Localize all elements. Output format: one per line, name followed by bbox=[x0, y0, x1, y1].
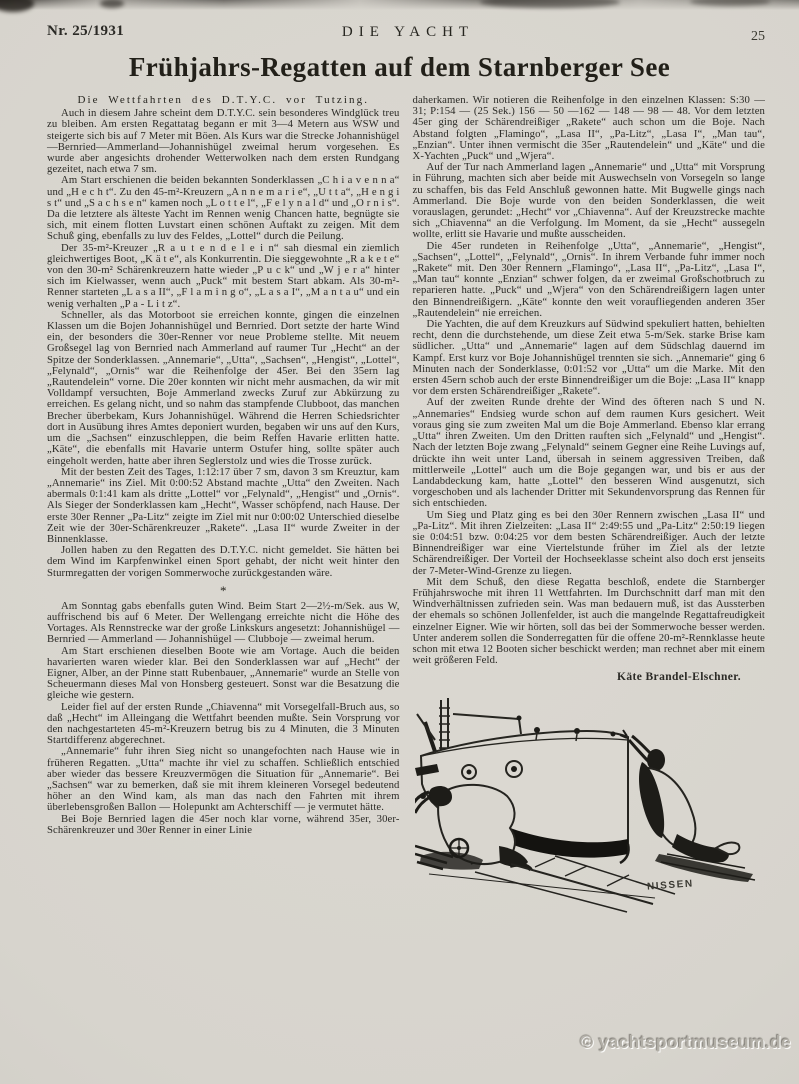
article-paragraph: Die 45er rundeten in Reihenfolge „Utta“, „Annemarie“, „Hengist“, „Sachsen“, „Lottel“, „Felynald“, „Ornis“. In ihrem Verbande fuhr immer noch „Rakete“ mit. Den 30er Rennern „Flamingo“, „Lasa II“, „Pa-Litz“, „Lasa I“, „Man tau“ konnte „Enzian“ schwer folgen, da er zweimal Großschotbruch zu reparieren hatte. „Puck“ und „Wjera“ von den Schärendreißigern lagen unter den Binnendreißigern. „Käte“ konnte den weit voraufliegenden anderen 35er „Rautendelein“ nie erreichen. bbox=[412, 239, 765, 319]
article-paragraph: Um Sieg und Platz ging es bei den 30er Rennern zwischen „Lasa II“ und „Pa-Litz“. Mit ihren Zielzeiten: „Lasa II“ 2:49:55 und „Pa-Litz“ 2:50:19 liegen sie 0:04:51 bzw. 0:04:25 vor dem besten Schärendreißiger. Auch der letzte Binnendreißiger war eine Viertelstunde früher im Ziel als der letzte Schärendreißiger. Der Vorteil der Hochseeklasse scheint also doch erst jenseits der 7-Meter-Wind-Grenze zu liegen. bbox=[412, 508, 765, 577]
article-body bbox=[47, 95, 765, 924]
masthead bbox=[47, 20, 769, 46]
article-paragraph: Am Start erschienen dieselben Boote wie am Vortage. Auch die beiden havarierten waren wieder klar. Bei den Sonderklassen war auf „Hecht“ der Eigner, Alber, an der Pinne statt Rubenbauer, „Annemarie“ wurde an Stelle von Scheuermann dieses Mal von Honsberg gesteuert. Sonst war die Besatzung die gleiche wie gestern. bbox=[47, 644, 400, 702]
article-paragraph: Am Sonntag gabs ebenfalls guten Wind. Beim Start 2—2½-m/Sek. aus W, auffrischend bis auf 6 Meter. Der Wellengang erreichte nicht die Höhe des Vortages. Als Rennstrecke war der große Linkskurs angesetzt: Johannishügel — Bernried — Ammerland — Johannishügel — Clubboje — zweimal herum. bbox=[47, 599, 400, 646]
scan-artifact bbox=[0, 0, 34, 12]
issue-number: Nr. 25/1931 bbox=[47, 23, 125, 39]
article-subtitle: Die Wettfahrten des D.T.Y.C. vor Tutzing. bbox=[77, 94, 370, 106]
article-title: Frühjahrs-Regatten auf dem Starnberger See bbox=[128, 52, 671, 82]
article-paragraph: Die Yachten, die auf dem Kreuzkurs auf Südwind spekuliert hatten, behielten recht, denn die durchstehende, um diese Zeit etwa 5-m/Sek. starke Brise kam südlicher. „Utta“ und „Annemarie“ lagen auf dem Südschlag dauernd im Kampf. Erst kurz vor Boje Johannishügel trennten sie sich. „Annemarie“ ging 6 Minuten nach der Sonderklasse, 0:01:52 vor „Utta“ um die Marke. Mit den ersten 45ern schob auch der erste Binnendreißiger um die Boje: „Lasa II“ knapp vor dem ersten Schärendreißiger „Rakete“. bbox=[412, 318, 765, 398]
illustration-drawing bbox=[415, 696, 767, 924]
article-paragraph: Mit dem Schuß, den diese Regatta beschloß, endete die Starnberger Frühjahrswoche mit ihren 11 Wettfahrten. Im Durchschnitt darf man mit den Windverhältnissen zufrieden sein. Was man bedauern muß, ist das Aussterben der ehemals so schönen Jollenfelder, ist auch die mangelnde Regattafreudigkeit einzelner Eigner. Wie wir hörten, soll das bei der Sommerwoche besser werden. Unter anderem sollen die Sonderregatten für die offene 20-m²-Rennklasse heute schon mit etwa 12 Booten sicher beschickt werden; man rechnet aber mit einem weit größeren Feld. bbox=[412, 575, 765, 667]
article-paragraph: Mit der besten Zeit des Tages, 1:12:17 über 7 sm, davon 3 sm Kreuztur, kam „Annemarie“ ins Ziel. Mit 0:00:52 Abstand machte „Utta“ den Zweiten. Nach abermals 0:1:41 kam als dritte „Lottel“ vor „Felynald“, „Hengist“ und „Ornis“. Als Sieger der Sonderklassen kam „Hecht“, Wasser schöpfend, nach Hause. Der erste 30er Renner „Pa-Litz“ zeigte im Ziel mit nur 0:00:02 Unterschied dieselbe Zeit wie der 30er-Schärenkreuzer „Rakete“. „Lasa II“ wurde Zweiter in der Binnenklasse. bbox=[47, 465, 400, 545]
article-paragraph: Am Start erschienen die beiden bekannten Sonderklassen „C h i a v e n n a“ und „H e c h t“. Zu den 45-m²-Kreuzern „A n n e m a r i e“, „U t t a“, „H e n g i s t“ und „S a c h s e n“ kamen noch „L o t t e l“, „F e l y n a l d“ und „O r n i s“. Da die letztere als älteste Yacht im Rennen wenig Chancen hatte, begnügte sie sich, mit einem flotten Luvstart einen schönen Auftakt zu zeigen. Mit dem Schuß ging, ebenfalls zu luv des Feldes, „Lottel“ durch die Peilung. bbox=[47, 174, 400, 243]
article-paragraph: Auf der Tur nach Ammerland lagen „Annemarie“ und „Utta“ mit Vorsprung in Führung, machten sich aber beide mit Auswechseln von Vorsegeln so lange zu schaffen, bis das Feld Anschluß gewonnen hatte. Mit Bugwelle gings nach Ammerland. Die Boje wurde von den beiden Sonderklassen, die weit vorauslagen, gerundet: „Hecht“ vor „Chiavenna“. Auf der Kreuzstrecke machte sich „Chiavenna“ an die Verfolgung. Im Moment, da sie „Hecht“ aussegeln wollte, erlitt sie Havarie und mußte ausscheiden. bbox=[412, 161, 765, 241]
section-separator: * bbox=[219, 582, 227, 598]
watermark: © yachtsportmuseum.de bbox=[580, 1032, 791, 1052]
boat-launch-illustration bbox=[415, 696, 766, 924]
article-paragraph: Bei Boje Bernried lagen die 45er noch klar vorne, während 35er, 30er-Schärenkreuzer und 30er Renner in einer Linie bbox=[47, 812, 400, 836]
illustrator-signature: NISSEN bbox=[646, 878, 694, 893]
article-paragraph: Der 35-m²-Kreuzer „R a u t e n d e l e i n“ sah diesmal ein ziemlich gleichwertiges Boot, „K ä t e“, als Konkurrentin. Die sieggewohnte „R a k e t e“ von den 30-m² Schärenkreuzern hatte wieder „P u c k“ und „W j e r a“ hinter sich im Kielwasser, wenn auch „Puck“ mit bestem Start abkam. Als 30-m²-Renner starteten „L a s a II“, „F l a m i n g o“, „L a s a I“, „M a n t a u“ und ein wenig verhalten „P a - L i t z“. bbox=[47, 241, 400, 310]
article-paragraph: Jollen haben zu den Regatten des D.T.Y.C. nicht gemeldet. Sie hätten bei dem Wind im Karpfenwinkel einen Sport gehabt, der nicht weit hinter den Sturmregatten der vorigen Sommerwoche zurückgestanden wäre. bbox=[47, 544, 400, 579]
author-byline: Käte Brandel-Elschner. bbox=[616, 671, 741, 684]
article-paragraph: Leider fiel auf der ersten Runde „Chiavenna“ mit Vorsegelfall-Bruch aus, so daß „Hecht“ im Alleingang die Wettfahrt beenden mußte. Sein Vorsprung vor den nachgestarteten 45-m²-Kreuzern betrug bis zu 4 Minuten, die 3 Minuten Startdifferenz abgerechnet. bbox=[47, 700, 400, 747]
article-paragraph: „Annemarie“ fuhr ihren Sieg nicht so unangefochten nach Hause wie in früheren Regatten. „Utta“ machte ihr viel zu schaffen. Schließlich entschied aber wieder das bessere Kreuzvermögen die Situation für „Annemarie“. Bei „Sachsen“ war zu bemerken, daß sie mit ihrem kleineren Vorsegel bedeutend höher an den Wind kam, als man das nach den Fahrten mit ihrem überlebensgroßen Ballon — Holepunkt am Achterschiff — je vermutet hätte. bbox=[47, 745, 400, 814]
article-paragraph: Auch in diesem Jahre scheint dem D.T.Y.C. sein besonderes Windglück treu zu bleiben. Am ersten Regattatag begann er mit 3—4 Metern aus WSW und steigerte sich bis auf 7 Meter mit Böen. Als Kurs war die Strecke Johannishügel—Bernried—Ammerland—Johannishügel zweimal herum vorgesehen. Es wurde aber angesichts drohender Wetterwolken nach dem ersten Rundgang gezeitet, nach etwa 7 sm. bbox=[47, 107, 400, 176]
article-paragraph: Auf der zweiten Runde drehte der Wind des öfteren nach S und N. „Annemaries“ Endsieg wurde schon auf dem raumen Kurs gesichert. Weit voraus ging sie zum zweiten Mal um die Boje Ammerland. Ebenso klar errang „Utta“ ihren Zweiten. Um den Dritten rauften sich „Felynald“ und „Hengist“. Nach der letzten Boje zwang „Felynald“ seinem Gegner eine Reihe Luvings auf, drückte ihn weit unter Land, übersah in seinem aggressiven Treiben, daß mittlerweile „Lottel“ auch um die Boje gegangen war, und bis er aus der Landabdeckung kam, hatte „Lottel“ den besseren Wind ausgenutzt, sich vorgeschoben und als lachender Dritter mit Sekundenvorsprung das Rennen für sich entschieden. bbox=[412, 396, 765, 510]
page-number: 25 bbox=[751, 29, 765, 44]
article-paragraph: Schneller, als das Motorboot sie erreichen konnte, gingen die einzelnen Klassen um die Bojen Johannishügel und Bernried. Dort setzte der harte Wind ein, der besonders die 30er-Renner vor neue Probleme stellte. Mit neuem Großsegel lag von Bernried nach Ammerland auf raumer Tur „Hecht“ an der Spitze der Sonderklassen. „Annemarie“, „Utta“, „Sachsen“, „Hengist“, „Lottel“, „Felynald“, „Ornis“ war die Reihenfolge der 45er. Bei den 35ern lag „Rautendelein“ vorne. Die 20er konnten wir nicht mehr ausmachen, da wir mit Volldampf versuchten, Boje Ammerland zwecks Zuruf zur Abkürzung zu erreichen. Es gelang nicht, und so nahm das stampfende Clubboot, das manchen Brecher überbekam, Kurs Johannishügel. Während die Herren Schiedsrichter dort in Ausübung ihres Amtes deponiert wurden, begaben wir uns auf den Kurs, um die „Sachsen“ einzuschleppen, die beim Reffen Havarie erlitten hatte. „Käte“, die ebenfalls mit Havarie unterm Ostufer hing, sollte später auch eingeholt werden, hatte aber ihren Seglerstolz und wies die Trosse zurück. bbox=[47, 308, 400, 467]
left-column bbox=[47, 95, 400, 924]
right-column bbox=[413, 95, 766, 924]
article-paragraph: daherkamen. Wir notieren die Reihenfolge in den einzelnen Klassen: S:30 — 31; P:154 — (25 Sek.) 156 — 50 —162 — 148 — 98 — 48. Vor dem letzten 45er ging der Schärendreißiger „Rakete“ auch schon um die Boje. Nach Abstand folgten „Flamingo“, „Lasa II“, „Pa-Litz“, „Lasa I“, „Man tau“, „Enzian“. Unter ihnen vermischt die 35er „Rautendelein“ und „Käte“ und die X-Yachten „Puck“ und „Wjera“. bbox=[412, 94, 765, 163]
journal-name: DIE YACHT bbox=[341, 24, 475, 40]
